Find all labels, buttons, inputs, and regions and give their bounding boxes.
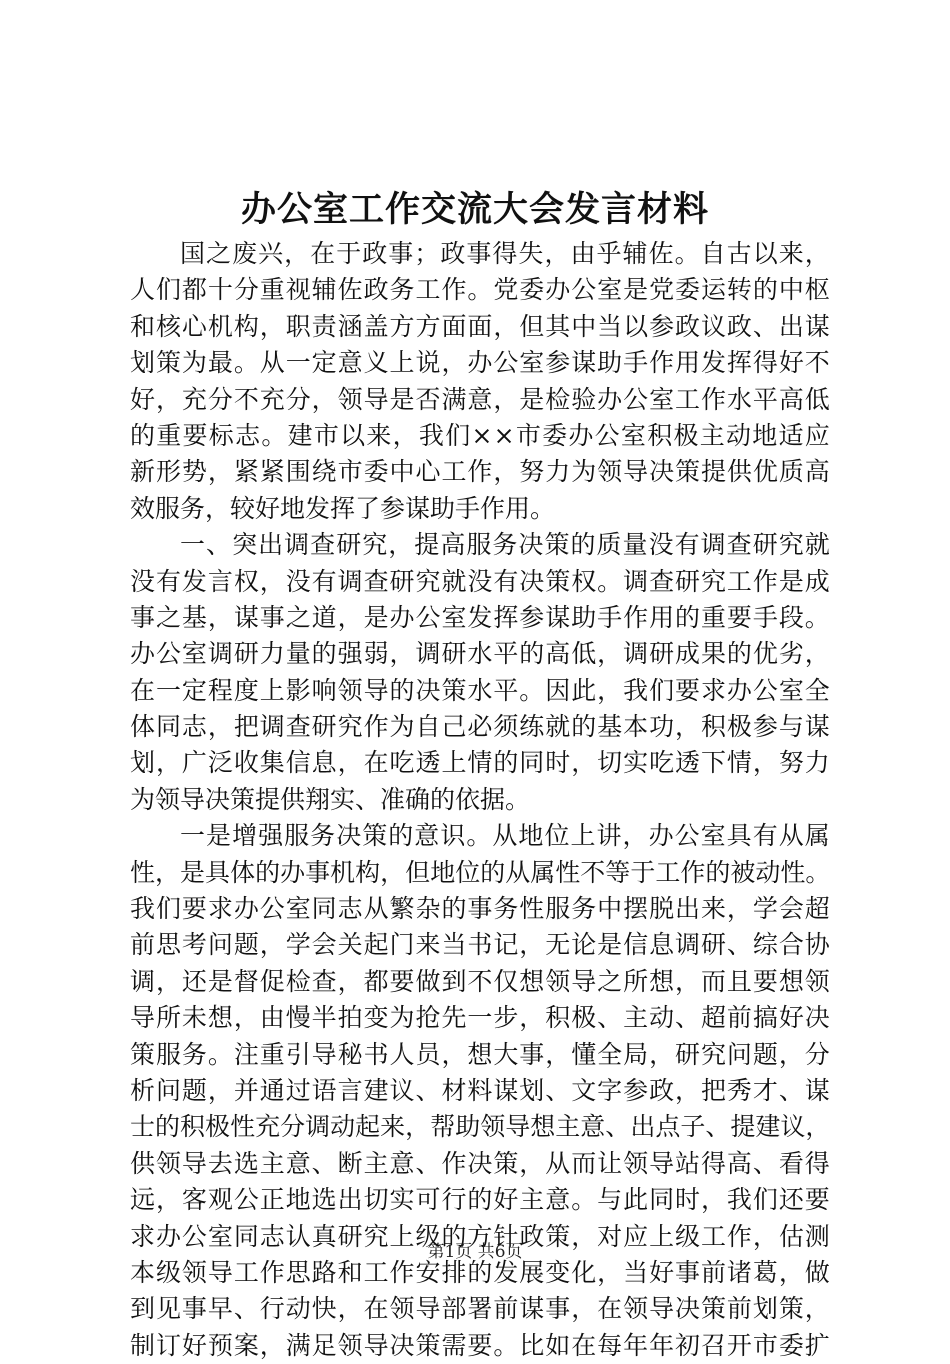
page-footer: 第1页 共6页 bbox=[427, 1242, 523, 1262]
text-line: 调 ， 还 是 督 促 检 查 ， 都 要 做 到 不 仅 想 领 导 之 所 想 ， 而 且 要 想 领 bbox=[130, 966, 830, 996]
text-line: 到 见 事 早 、 行 动 快 ， 在 领 导 部 署 前 谋 事 ， 在 领 导 决 策 前 划 策 ， bbox=[130, 1294, 830, 1324]
document-title: 办公室工作交流大会发言材料 bbox=[240, 189, 709, 230]
text-line: 一 、 突 出 调 查 研 究 ， 提 高 服 务 决 策 的 质 量 没 有 调 查 研 究 就 bbox=[180, 530, 830, 560]
text-line: 人 们 都 十 分 重 视 辅 佐 政 务 工 作 。 党 委 办 公 室 是 党 委 运 转 的 中 枢 bbox=[130, 275, 830, 305]
text-line: 性 ， 是 具 体 的 办 事 机 构 ， 但 地 位 的 从 属 性 不 等 于 工 作 的 被 动 性 。 bbox=[130, 857, 831, 887]
text-line: 导 所 未 想 ， 由 慢 半 拍 变 为 抢 先 一 步 ， 积 极 、 主 动 、 超 前 搞 好 决 bbox=[130, 1003, 830, 1033]
text-line: 供 领 导 去 选 主 意 、 断 主 意 、 作 决 策 ， 从 而 让 领 导 站 得 高 、 看 得 bbox=[130, 1148, 830, 1178]
text-line: 好 ， 充 分 不 充 分 ， 领 导 是 否 满 意 ， 是 检 验 办 公 室 工 作 水 平 高 低 bbox=[130, 384, 830, 414]
text-line: 办 公 室 调 研 力 量 的 强 弱 ， 调 研 水 平 的 高 低 ， 调 研 成 果 的 优 劣 ， bbox=[130, 639, 830, 669]
text-line: 为领导决策提供翔实、准确的依据。 bbox=[130, 784, 531, 814]
text-line: 远 ， 客 观 公 正 地 选 出 切 实 可 行 的 好 主 意 。 与 此 同 时 ， 我 们 还 要 bbox=[130, 1185, 830, 1215]
text-line: 策 服 务 。 注 重 引 导 秘 书 人 员 ， 想 大 事 ， 懂 全 局 ， 研 究 问 题 ， 分 bbox=[130, 1039, 830, 1069]
text-line: 求 办 公 室 同 志 认 真 研 究 上 级 的 方 针 政 策 ， 对 应 上 级 工 作 ， 估 测 bbox=[130, 1221, 830, 1251]
text-line: 在 一 定 程 度 上 影 响 领 导 的 决 策 水 平 。 因 此 ， 我 们 要 求 办 公 室 全 bbox=[130, 675, 830, 705]
text-line: 的 重 要 标 志 。 建 市 以 来 ， 我 们 × × 市 委 办 公 室 积 极 主 动 地 适 应 bbox=[130, 420, 830, 450]
document-body bbox=[130, 236, 830, 1364]
text-line: 前 思 考 问 题 ， 学 会 关 起 门 来 当 书 记 ， 无 论 是 信 息 调 研 、 综 合 协 bbox=[130, 930, 830, 960]
text-line: 本 级 领 导 工 作 思 路 和 工 作 安 排 的 发 展 变 化 ， 当 好 事 前 诸 葛 ， 做 bbox=[130, 1257, 830, 1287]
text-line: 新 形 势 ， 紧 紧 围 绕 市 委 中 心 工 作 ， 努 力 为 领 导 决 策 提 供 优 质 高 bbox=[130, 457, 830, 487]
text-line: 没 有 发 言 权 ， 没 有 调 查 研 究 就 没 有 决 策 权 。 调 查 研 究 工 作 是 成 bbox=[130, 566, 830, 596]
text-line: 一 是 增 强 服 务 决 策 的 意 识 。 从 地 位 上 讲 ， 办 公 室 具 有 从 属 bbox=[180, 821, 830, 851]
text-line: 划 策 为 最 。 从 一 定 意 义 上 说 ， 办 公 室 参 谋 助 手 作 用 发 挥 得 好 不 bbox=[130, 348, 830, 378]
text-line: 析 问 题 ， 并 通 过 语 言 建 议 、 材 料 谋 划 、 文 字 参 政 ， 把 秀 才 、 谋 bbox=[130, 1075, 830, 1105]
text-line: 和 核 心 机 构 ， 职 责 涵 盖 方 方 面 面 ， 但 其 中 当 以 参 政 议 政 、 出 谋 bbox=[130, 311, 830, 341]
text-line: 国 之 废 兴 ， 在 于 政 事 ； 政 事 得 失 ， 由 乎 辅 佐 。 自 古 以 来 ， bbox=[180, 239, 830, 268]
text-line: 划 ， 广 泛 收 集 信 息 ， 在 吃 透 上 情 的 同 时 ， 切 实 吃 透 下 情 ， 努 力 bbox=[130, 748, 830, 778]
text-line: 效服务，较好地发挥了参谋助手作用。 bbox=[130, 493, 556, 523]
text-line: 制 订 好 预 案 ， 满 足 领 导 决 策 需 要 。 比 如 在 每 年 年 初 召 开 市 委 扩 bbox=[130, 1330, 830, 1360]
text-line: 体 同 志 ， 把 调 查 研 究 作 为 自 己 必 须 练 就 的 基 本 功 ， 积 极 参 与 谋 bbox=[130, 712, 830, 742]
text-line: 事 之 基 ， 谋 事 之 道 ， 是 办 公 室 发 挥 参 谋 助 手 作 用 的 重 要 手 段 。 bbox=[130, 602, 830, 632]
text-line: 我 们 要 求 办 公 室 同 志 从 繁 杂 的 事 务 性 服 务 中 摆 脱 出 来 ， 学 会 超 bbox=[130, 894, 830, 924]
text-line: 士 的 积 极 性 充 分 调 动 起 来 ， 帮 助 领 导 想 主 意 、 出 点 子 、 提 建 议 ， bbox=[130, 1112, 831, 1142]
